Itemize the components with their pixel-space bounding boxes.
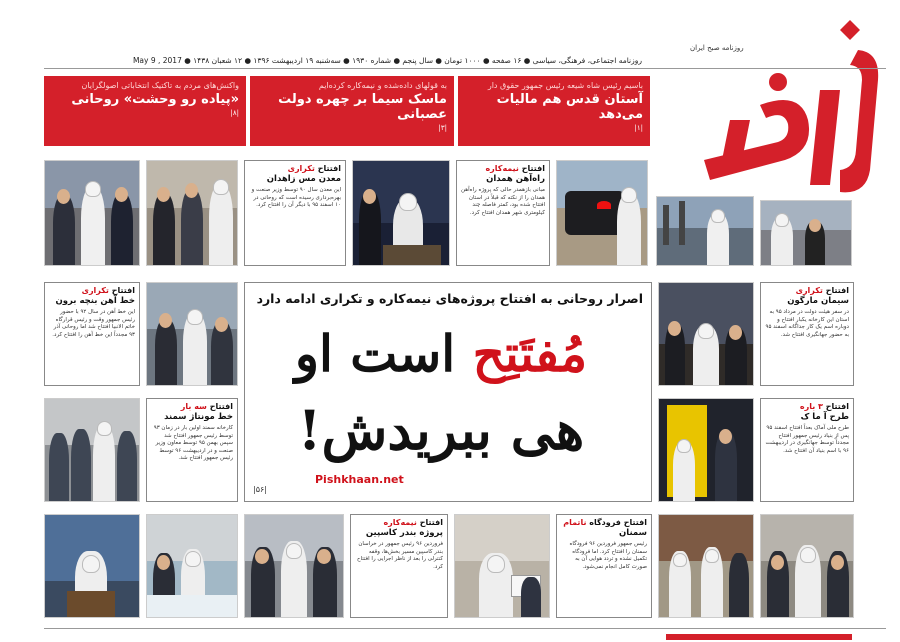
photo-airport-ceremony bbox=[658, 514, 754, 618]
box-kicker: افتتاح سه بار bbox=[180, 402, 233, 411]
photo-rail-platform bbox=[146, 282, 238, 386]
headline-strip-1[interactable] bbox=[458, 76, 650, 146]
box-kicker: افتتاح ۳ باره bbox=[799, 402, 849, 411]
box-title: سمنان bbox=[619, 528, 647, 538]
masthead-tagline: روزنامه صبح ایران bbox=[690, 44, 744, 52]
photo-rouhani-vehicle bbox=[556, 160, 648, 266]
headline-strip-2[interactable] bbox=[250, 76, 454, 146]
box-kicker: افتتاح نیمه‌کاره bbox=[485, 164, 545, 173]
bottom-red-mark bbox=[666, 634, 852, 640]
bottom-rule bbox=[44, 628, 886, 629]
strip-headline: آستان قدس هم مالیات می‌دهد bbox=[496, 92, 643, 122]
box-title: خط مونتاژ سمند bbox=[164, 412, 233, 422]
photo-rouhani-reading bbox=[454, 514, 550, 618]
strip-sub: باسیم رئیس شاه شیعه رئیس جمهور حقوق دار bbox=[487, 81, 643, 90]
photo-delegation-walk bbox=[146, 160, 238, 266]
story-box-zahedan[interactable] bbox=[244, 160, 346, 266]
box-body: طرح ملی آماک بعداً افتتاح اسفند ۹۵ پس از بنیاد رئیس جمهور افتتاح مجدداً توسط جهانگیری در اردیبهشت ۹۶ با اسم بنیاد آن افتتاح شد. bbox=[765, 425, 849, 454]
story-box-marun-cement[interactable] bbox=[760, 282, 854, 386]
photo-rouhani-signing bbox=[352, 160, 450, 266]
lead-kicker: اصرار روحانی به افتتاح پروژه‌های نیمه‌کاره و تکراری ادامه دارد bbox=[256, 291, 643, 306]
box-title: خط آهن بنچه برون bbox=[55, 296, 135, 306]
strip-page-ref: |۳| bbox=[438, 124, 447, 132]
box-kicker: افتتاح تکراری bbox=[287, 164, 341, 173]
box-title: راه‌آهن همدان bbox=[486, 174, 545, 184]
box-title: سیمان مارگون bbox=[787, 296, 849, 306]
box-body: این معدن سال ۹۰ توسط وزیر صنعت و بهره‌برداری رسیده است که روحانی در ۱۰ اسفند ۹۵ با دیگر آن را افتتاح کرد. bbox=[251, 187, 341, 208]
strip-headline: «پیاده رو وحشت» روحانی bbox=[71, 92, 239, 107]
photo-train-door bbox=[658, 398, 754, 502]
headline-red-word: مُفتَتِح bbox=[472, 324, 588, 383]
dateline-rule bbox=[44, 68, 886, 69]
dateline: روزنامه اجتماعی، فرهنگی، سیاسی ● ۱۶ صفحه ● ۱۰۰۰ تومان ● سال پنجم ● شماره ۱۹۳۰ ● سه‌شنبه ۱۹ اردیبهشت ۱۳۹۶ ● ۱۲ شعبان ۱۴۳۸ ● May 9 , 2017 bbox=[132, 56, 642, 65]
story-box-samand[interactable] bbox=[146, 398, 238, 502]
headline-strip-3[interactable] bbox=[44, 76, 246, 146]
strip-sub: واکنش‌های مردم به تاکتیک انتخاباتی اصولگرایان bbox=[81, 81, 239, 90]
lead-page-ref: |۵۶| bbox=[253, 485, 267, 494]
photo-rouhani-podium bbox=[44, 514, 140, 618]
logo-mark bbox=[690, 10, 886, 200]
photo-cabinet-meeting bbox=[658, 282, 754, 386]
box-kicker: افتتاح نیمه‌کاره bbox=[383, 518, 443, 527]
box-kicker: افتتاح فرودگاه ناتمام bbox=[563, 518, 647, 527]
lead-headline-line2: هی ببریدش! bbox=[297, 398, 585, 462]
photo-factory-workers bbox=[44, 398, 140, 502]
story-box-semnan-airport[interactable] bbox=[556, 514, 652, 618]
box-body: این خط آهن در سال ۹۲ با حضور رئیس جمهور وقت و رئیس قرارگاه خاتم الانبیا افتتاح شد اما روحانی آذر ۹۳ مجدداً این خط آهن را افتتاح کرد. bbox=[52, 309, 135, 338]
strip-page-ref: |۱| bbox=[634, 124, 643, 132]
story-box-caspian-port[interactable] bbox=[350, 514, 448, 618]
strip-headline: ماسک سیما بر چهره دولت عصبانی bbox=[278, 92, 447, 122]
photo-rouhani-officials bbox=[760, 514, 854, 618]
photo-port-officials bbox=[244, 514, 344, 618]
box-kicker: افتتاح تکراری bbox=[795, 286, 849, 295]
lead-story[interactable] bbox=[244, 282, 652, 502]
photo-rouhani-crowd bbox=[760, 200, 852, 266]
headline-black-words: است او bbox=[294, 324, 456, 383]
box-title: پروژه بندر کاسپین bbox=[365, 528, 443, 538]
story-box-hamedan-rail[interactable] bbox=[456, 160, 550, 266]
story-box-amak[interactable] bbox=[760, 398, 854, 502]
masthead-logo bbox=[690, 10, 886, 200]
box-body: مبانی بازهمدر حالی که پروژه راه‌آهن همدان را از نکته که قبلاً در استان افتتاح شده بود، کمتر فاصله چند کیلومتری شهر همدان افتتاح کرد. bbox=[461, 187, 545, 216]
strip-page-ref: |۸| bbox=[230, 109, 239, 117]
box-kicker: افتتاح تکراری bbox=[81, 286, 135, 295]
lead-headline-line1 bbox=[261, 319, 621, 389]
watermark: Pishkhaan.net bbox=[315, 473, 404, 486]
story-box-banjehroun[interactable] bbox=[44, 282, 140, 386]
box-body: کارخانه سمند اولین بار در زمان ۹۳ توسط رئیس جمهور افتتاح شد سپس بهمن ۹۵ توسط معاون وزیر صنعت و در اردیبهشت ۹۶ توسط رئیس جمهور افتتاح شد. bbox=[153, 425, 233, 461]
box-title: طرح آ ما ک bbox=[800, 412, 849, 422]
box-body: در سفر هیئت دولت در مرداد ۹۵ به استان این کارخانه یکبار افتتاح و دوباره اسم یک کار جداگانه اسفند ۹۵ به حضور جهانگیری افتتاح شد. bbox=[765, 309, 849, 338]
box-body: رئیس جمهور فروردین ۹۶ فرودگاه سمنان را افتتاح کرد. اما فرودگاه تکمیل نشده و تردد هوایی آن به صورت کامل انجام نمی‌شود. bbox=[569, 541, 647, 570]
box-body: فروردین ۹۶ رئیس جمهور در خراسان بندر کاسپین مسیر بخش‌ها، وقفه کنترلی را بعد از ناظر اجرایی را افتتاح کرد. bbox=[356, 541, 443, 570]
photo-officials-helmets bbox=[44, 160, 140, 266]
strip-sub: به قولهای داده‌شده و نیمه‌کاره کرده‌ایم bbox=[318, 81, 447, 90]
photo-officials-boxes bbox=[146, 514, 238, 618]
photo-industrial-site bbox=[656, 196, 754, 266]
box-title: معدن مس زاهدان bbox=[266, 174, 341, 184]
